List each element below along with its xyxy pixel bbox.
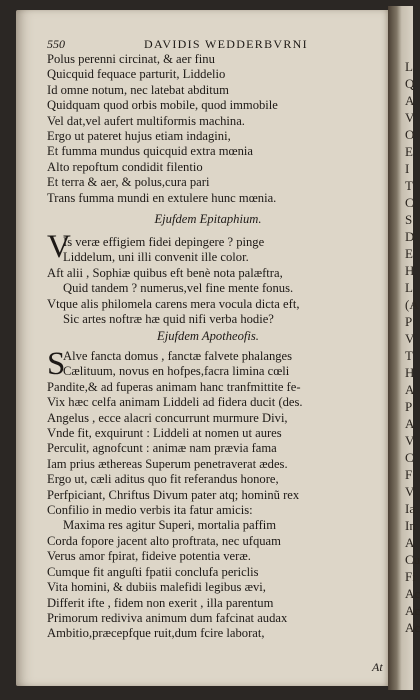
apotheosis-poem (47, 346, 377, 642)
facing-page-letter: L (405, 59, 413, 74)
facing-page-letter: Ac (405, 586, 420, 601)
epitaph-heading: Ejufdem Epitaphium. (154, 212, 262, 226)
facing-page-letter: Ia (405, 501, 416, 516)
apotheosis-heading: Ejufdem Apotheofis. (157, 329, 259, 343)
verse-line: Perculit, agnofcunt : animæ nam prævia fama (47, 441, 277, 456)
facing-page-letter: In (405, 518, 416, 533)
verse-line: Polus perenni circinat, & aer finu (47, 52, 215, 66)
verse-line: Quidquam quod orbis mobile, quod immobile (47, 98, 278, 113)
verse-line: Vnde fit, exquirunt : Liddeli at nomen ut aures (47, 426, 282, 441)
verse-line: Confilio in medio verbis ita fatur amicis: (47, 503, 253, 518)
facing-page-letter: Fi (405, 569, 416, 584)
epitaph-drop-capital: V (47, 229, 71, 265)
page-number: 550 (47, 37, 65, 51)
facing-page-letter: I (405, 161, 410, 176)
facing-page-letter: Q (405, 76, 415, 91)
verse-line: Liddelum, uni illi convenit ille color. (63, 250, 249, 265)
verse-line: Maxima res agitur Superi, mortalia paffim (63, 518, 277, 533)
facing-page-letter: T (405, 348, 413, 363)
facing-page-letter: C (405, 450, 414, 465)
verse-line: Ambitio,præcepfque ruit,dum fcire laborat, (47, 626, 265, 641)
facing-page-letter: P (405, 314, 413, 329)
verse-line: Iam prius æthereas Superum penetraverat ædes. (47, 456, 288, 471)
verse-line: Angelus , ecce alacri concurrunt murmure Divi, (47, 410, 288, 425)
poem-continuation (47, 52, 377, 206)
facing-page-letter: Ac (405, 620, 420, 635)
facing-page-letter: V (405, 484, 415, 499)
verse-line: Ergo ut, cæli aditus quo fit referandus honore, (47, 472, 279, 487)
verse-line: Vel dat,vel aufert multiformis machina. (47, 113, 245, 128)
running-title: DAVIDIS WEDDERBVRNI (144, 37, 308, 51)
verse-line: Quid tandem ? numerus,vel fine mente fonus. (63, 281, 294, 296)
verse-line: Corda fopore jacent alto proftrata, nec ufquam (47, 533, 281, 548)
facing-page-letter: F (405, 467, 413, 482)
facing-page-letter: V (405, 433, 415, 448)
facing-page-letter: V (405, 331, 415, 346)
verse-line: Cumque fit anguſti fpatii conclufa periclis (47, 564, 259, 579)
facing-page-letter: T (405, 178, 413, 193)
facing-page-letter: L (405, 280, 413, 295)
facing-page-letter: A (405, 535, 415, 550)
epitaph-poem (47, 235, 377, 327)
verse-line: Vtque alis philomela carens mera vocula dicta eft, (47, 296, 300, 311)
verse-line: Trans fumma mundi en extulere hunc mœnia. (47, 190, 277, 205)
verse-line: Quicquid fequace parturit, Liddelio (47, 67, 226, 82)
verse-line: Primorum rediviva animum dum fafcinat audax (47, 610, 288, 625)
facing-page-letter: (A (405, 297, 419, 312)
facing-page-letter: D (405, 229, 415, 244)
facing-page-letter: O (405, 127, 415, 142)
verse-line: Is veræ effigiem fidei depingere ? pinge (63, 235, 265, 249)
facing-page-letter: A (405, 93, 415, 108)
apotheosis-drop-capital: S (47, 346, 66, 382)
facing-page-letter: E (405, 144, 413, 159)
catchword: At (372, 660, 383, 674)
verse-line: Sic artes noftræ hæ quid nifi verba hodie? (63, 312, 274, 327)
facing-page-letter: V (405, 110, 415, 125)
verse-line: Pandite,& ad fuperas animam hanc tranfmittite fe- (47, 379, 301, 394)
facing-page-letter: C (405, 195, 414, 210)
verse-line: Alve fancta domus , fanctæ falvete phalanges (63, 349, 293, 363)
facing-page-letter: E (405, 246, 413, 261)
verse-line: Id omne notum, nec latebat abditum (47, 82, 229, 97)
facing-page-letter: H (405, 365, 415, 380)
verse-line: Alto repoftum condidit filentio (47, 159, 203, 174)
verse-line: Perfpiciant, Chriftus Divum pater atq; hominũ rex (47, 487, 300, 502)
running-header (47, 37, 374, 53)
facing-page-letter: S (405, 212, 413, 227)
verse-line: Aft alii , Sophiæ quibus eft benè nota palæftra, (47, 265, 283, 280)
facing-page-letter: P (405, 399, 413, 414)
verse-line: Verus amor fpirat, fideive potentia veræ. (47, 549, 251, 564)
verse-line: Differit ifte , fidem non exerit , illa parentum (47, 595, 274, 610)
facing-page-letter: H (405, 263, 415, 278)
verse-line: Vix hæc celfa animam Liddeli ad fidera ducit (des. (47, 395, 303, 410)
verse-line: Ergo ut pateret hujus etiam indagini, (47, 129, 231, 144)
verse-line: Et terra & aer, & polus,cura pari (47, 175, 210, 190)
facing-page-letter: Cu (405, 552, 420, 567)
verse-line: Et fumma mundus quicquid extra mœnia (47, 144, 254, 159)
facing-page-letter: A (405, 382, 415, 397)
verse-line: Vita homini, & dubiis malefidi legibus ævi, (47, 580, 266, 595)
verse-line: Cælituum, novus en hofpes,facra limina cœli (63, 364, 290, 379)
facing-page-letter: A (405, 416, 415, 431)
facing-page-letter: Ac (405, 603, 420, 618)
